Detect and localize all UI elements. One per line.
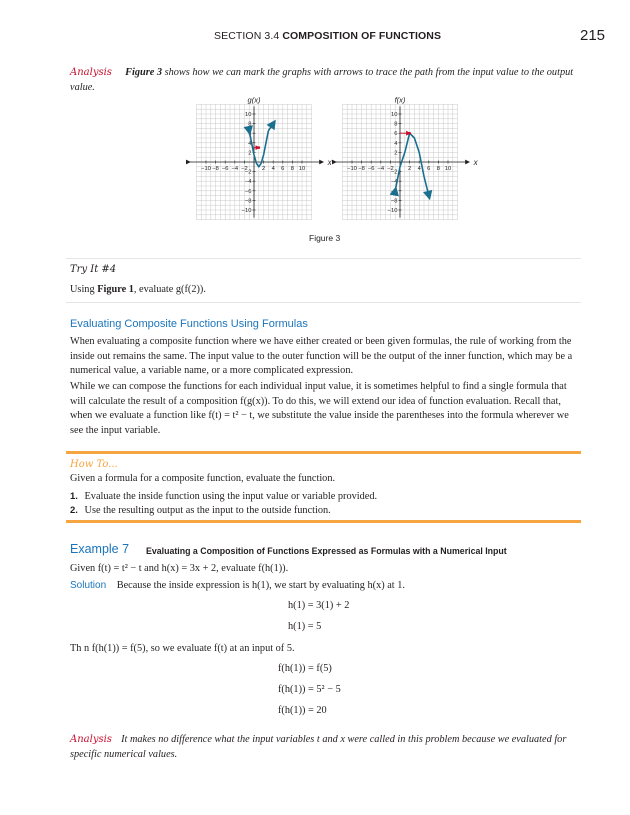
divider: [66, 258, 581, 259]
section-paragraph-2: While we can compose the functions for each individual input value, it is sometimes helpful to find a single formula that will calculate the result of a composition f(g(x)). To do this, we will extend our idea of function evaluation. Recall that, when we evaluate a function like f(t) = t² − t, we substitute the value inside the parentheses into the formula wherever we see the input variable.: [70, 381, 569, 436]
x-tick-label: 2: [407, 166, 412, 172]
x-tick-label: 10: [444, 166, 452, 172]
y-tick-label: 2: [248, 150, 252, 157]
y-tick-label: 4: [394, 140, 398, 147]
y-tick-label: −6: [390, 188, 398, 195]
howto-bottom-rule: [66, 520, 581, 523]
tryit-pre: Using: [70, 284, 98, 295]
equation-5: f(h(1)) = 20: [278, 705, 327, 716]
x-axis-label: x: [473, 158, 478, 167]
section-heading: Evaluating Composite Functions Using Formulas: [70, 318, 308, 330]
x-tick-label: −4: [231, 166, 239, 172]
example-then: Th n f(h(1)) = f(5), so we evaluate f(t) at an input of 5.: [70, 643, 295, 654]
analysis-text: It makes no difference what the input variables t and x were called in this problem because we evaluated for specific numerical values.: [70, 734, 567, 760]
x-tick-label: −10: [201, 166, 211, 172]
header-title: COMPOSITION OF FUNCTIONS: [282, 30, 442, 42]
y-tick-label: −6: [244, 188, 252, 195]
example-given: Given f(t) = t² − t and h(x) = 3x + 2, evaluate f(h(1)).: [70, 563, 289, 574]
solution-label: Solution: [70, 580, 107, 591]
y-tick-label: −4: [390, 179, 398, 186]
x-tick-label: 8: [436, 166, 441, 172]
y-tick-label: −4: [244, 179, 252, 186]
analysis-note-2: [70, 733, 582, 762]
running-header: [214, 30, 441, 42]
howto-top-rule: [66, 451, 581, 454]
x-tick-label: −10: [347, 166, 357, 172]
y-tick-label: −10: [241, 208, 252, 214]
tryit-post: , evaluate g(f(2)).: [133, 284, 206, 295]
example-label: Example 7: [70, 542, 130, 556]
x-tick-label: 4: [271, 166, 275, 172]
y-tick-label: 2: [394, 150, 398, 157]
section-paragraph-1: When evaluating a composite function where we have either created or been given formulas, the rule of working from the inside out remains the same. The input value to the outer function will be the output of the inner function, which may be a numerical value, a variable name, or a more complicated expression.: [70, 336, 573, 376]
y-tick-label: −2: [244, 169, 252, 176]
x-tick-label: −2: [241, 166, 248, 172]
tryit-fig: Figure 1: [97, 284, 134, 295]
x-tick-label: −8: [358, 166, 365, 172]
x-axis-label: x: [327, 158, 332, 167]
step-number: 1.: [70, 491, 78, 502]
tryit-text: [70, 283, 580, 298]
step-number: 2.: [70, 505, 78, 516]
equation-4: f(h(1)) = 5² − 5: [278, 684, 341, 695]
y-tick-label: 6: [394, 131, 398, 138]
x-tick-label: 6: [427, 166, 431, 172]
figure-3-graphs: [170, 82, 480, 232]
tryit-label: Try It #4: [70, 264, 117, 275]
x-tick-label: −8: [212, 166, 219, 172]
analysis-text: shows how we can mark the graphs with arrows to trace the path from the input value to the output value.: [70, 67, 574, 93]
howto-intro: Given a formula for a composite function, evaluate the function.: [70, 473, 336, 484]
x-tick-label: 2: [261, 166, 266, 172]
graph-title: f(x): [394, 95, 406, 105]
solution-text: Because the inside expression is h(1), we start by evaluating h(x) at 1.: [116, 580, 405, 591]
equation-2: h(1) = 5: [288, 621, 322, 632]
divider: [66, 302, 581, 303]
f-graph: [334, 95, 478, 219]
howto-step-2: [70, 504, 580, 519]
g-graph: [188, 95, 332, 219]
equation-3: f(h(1)) = f(5): [278, 663, 332, 674]
function-curve: [248, 121, 273, 167]
x-tick-label: −2: [387, 166, 394, 172]
x-tick-label: 4: [417, 166, 421, 172]
x-tick-label: −6: [367, 166, 375, 172]
example-solution: [70, 579, 580, 594]
step-text: Evaluate the inside function using the input value or variable provided.: [84, 491, 378, 502]
x-tick-label: −4: [377, 166, 385, 172]
figure-caption: Figure 3: [309, 233, 341, 243]
step-text: Use the resulting output as the input to the outside function.: [84, 505, 331, 516]
graph-title: g(x): [247, 95, 261, 105]
y-tick-label: 10: [245, 112, 252, 118]
x-tick-label: 8: [290, 166, 295, 172]
howto-label: How To...: [70, 459, 118, 470]
example-title: Evaluating a Composition of Functions Expressed as Formulas with a Numerical Input: [146, 546, 507, 556]
y-tick-label: −2: [390, 169, 398, 176]
howto-step-1: [70, 490, 580, 505]
y-tick-label: −10: [387, 208, 398, 214]
x-tick-label: 6: [281, 166, 285, 172]
marked-point: [408, 132, 411, 135]
y-tick-label: 10: [391, 112, 398, 118]
y-tick-label: −8: [244, 198, 252, 205]
y-tick-label: 4: [248, 140, 252, 147]
page-number: 215: [580, 27, 606, 44]
y-tick-label: −8: [390, 198, 398, 205]
header-section: SECTION 3.4: [214, 30, 280, 42]
y-tick-label: 6: [248, 131, 252, 138]
marked-point: [258, 146, 261, 149]
x-tick-label: −6: [221, 166, 229, 172]
analysis-label: Analysis: [70, 734, 112, 745]
y-tick-label: 8: [394, 121, 398, 128]
x-tick-label: 10: [298, 166, 306, 172]
equation-1: h(1) = 3(1) + 2: [288, 600, 350, 611]
figure-reference: Figure 3: [125, 67, 162, 78]
analysis-label: Analysis: [70, 67, 112, 78]
y-tick-label: 8: [248, 121, 252, 128]
